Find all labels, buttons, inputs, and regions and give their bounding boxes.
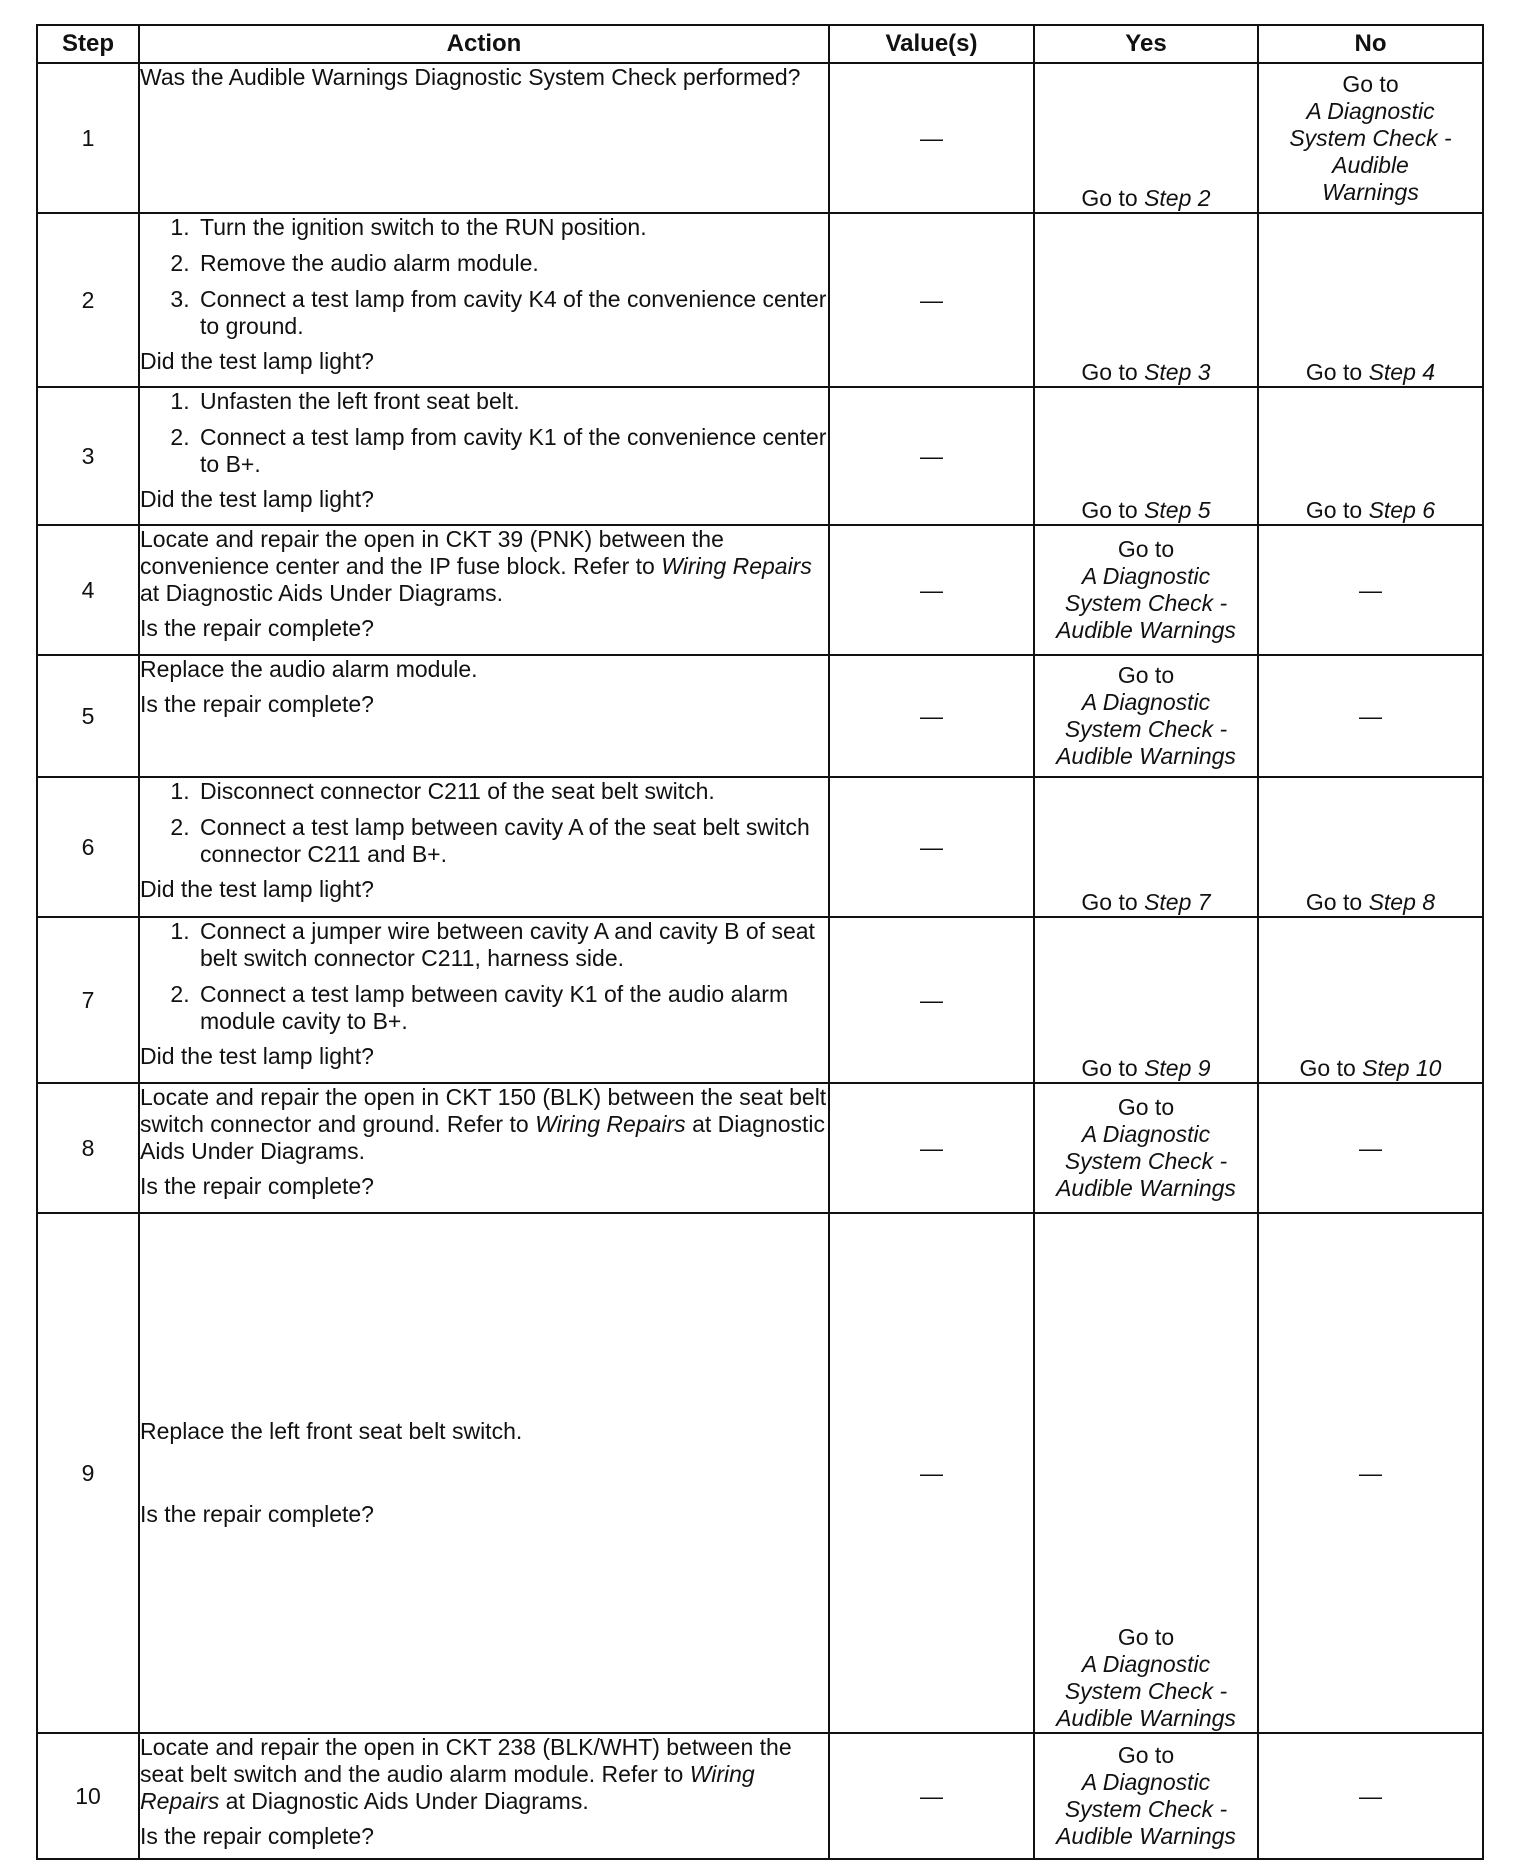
link-line: Audible Warnings	[1056, 1705, 1236, 1731]
step-number: 5	[37, 655, 139, 777]
diagnostic-link[interactable]	[1035, 689, 1257, 770]
step-link[interactable]: Step 8	[1368, 889, 1436, 915]
link-line: A Diagnostic	[1081, 1121, 1211, 1147]
step-number: 7	[37, 917, 139, 1083]
action-cell	[139, 917, 829, 1083]
yes-cell	[1034, 213, 1258, 387]
action-question: Is the repair complete?	[140, 1501, 374, 1527]
value-cell: —	[829, 63, 1034, 213]
yes-cell	[1034, 63, 1258, 213]
diagnostic-table	[36, 24, 1484, 1860]
action-text: Replace the audio alarm module.	[140, 656, 478, 682]
table-row	[37, 1213, 1483, 1733]
action-question: Is the repair complete?	[140, 1823, 374, 1849]
header-values: Value(s)	[829, 25, 1034, 63]
action-text: Was the Audible Warnings Diagnostic System Check performed?	[140, 64, 801, 90]
action-question: Did the test lamp light?	[140, 1043, 374, 1069]
value-cell: —	[829, 655, 1034, 777]
header-step: Step	[37, 25, 139, 63]
step-number: 8	[37, 1083, 139, 1213]
link-line: A Diagnostic	[1081, 1651, 1211, 1677]
table-row	[37, 387, 1483, 525]
step-link[interactable]: Step 10	[1362, 1055, 1442, 1081]
link-line: System Check -	[1289, 124, 1452, 151]
action-item: 2. Connect a test lamp from cavity K1 of the convenience center to B+.	[196, 424, 828, 478]
goto-text: Go to	[1081, 1055, 1138, 1081]
value-cell: —	[829, 1733, 1034, 1859]
link-line: A Diagnostic	[1306, 97, 1435, 124]
action-item: 3. Connect a test lamp from cavity K4 of the convenience center to ground.	[196, 286, 828, 340]
no-cell	[1258, 387, 1483, 525]
table-row	[37, 63, 1483, 213]
action-cell	[139, 387, 829, 525]
action-question: Is the repair complete?	[140, 1173, 374, 1199]
action-text	[140, 1734, 828, 1815]
table-row	[37, 777, 1483, 917]
action-text-pre: Locate and repair the open in CKT 238 (BLK/WHT) between the seat belt switch and the audio alarm module. Refer to	[140, 1734, 792, 1787]
header-no: No	[1258, 25, 1483, 63]
yes-cell	[1034, 1733, 1258, 1859]
goto-text: Go to	[1081, 359, 1138, 385]
step-number: 2	[37, 213, 139, 387]
action-text-post: at Diagnostic Aids Under Diagrams.	[140, 1111, 826, 1164]
no-cell: —	[1258, 655, 1483, 777]
header-yes: Yes	[1034, 25, 1258, 63]
diagnostic-link[interactable]	[1035, 563, 1257, 644]
action-question: Did the test lamp light?	[140, 486, 374, 512]
step-link[interactable]: Step 7	[1144, 889, 1211, 915]
action-item: 2. Connect a test lamp between cavity K1 of the audio alarm module cavity to B+.	[196, 981, 828, 1035]
step-link[interactable]: Step 3	[1144, 359, 1211, 385]
link-line: System Check -	[1064, 1796, 1228, 1822]
wiring-repairs-link[interactable]: Wiring Repairs	[535, 1111, 686, 1137]
no-cell	[1258, 63, 1483, 213]
action-steps	[140, 778, 828, 868]
link-line: System Check -	[1064, 1148, 1228, 1174]
action-text	[140, 1084, 828, 1165]
action-cell	[139, 525, 829, 655]
goto-text: Go to	[1305, 359, 1363, 385]
action-steps	[140, 388, 828, 478]
link-line: Warnings	[1322, 178, 1419, 205]
yes-cell	[1034, 1083, 1258, 1213]
value-cell: —	[829, 1213, 1034, 1733]
action-item: 1. Connect a jumper wire between cavity A and cavity B of seat belt switch connector C211, harness side.	[196, 918, 828, 972]
diagnostic-link[interactable]	[1035, 1121, 1257, 1202]
goto-text: Go to	[1117, 536, 1175, 562]
table-row	[37, 213, 1483, 387]
action-cell	[139, 213, 829, 387]
link-line: A Diagnostic	[1081, 563, 1211, 589]
no-cell	[1258, 917, 1483, 1083]
action-text-post: at Diagnostic Aids Under Diagrams.	[140, 580, 504, 606]
link-line: Audible Warnings	[1056, 1823, 1236, 1849]
wiring-repairs-link[interactable]: Wiring Repairs	[140, 1761, 755, 1814]
action-text-post: at Diagnostic Aids Under Diagrams.	[225, 1788, 589, 1814]
action-item: 1. Disconnect connector C211 of the seat belt switch.	[196, 778, 828, 805]
yes-cell	[1034, 1213, 1258, 1733]
action-steps	[140, 214, 828, 340]
action-cell	[139, 777, 829, 917]
link-line: System Check -	[1064, 590, 1228, 616]
action-question: Did the test lamp light?	[140, 876, 374, 902]
step-number: 1	[37, 63, 139, 213]
value-cell: —	[829, 777, 1034, 917]
action-cell	[139, 1083, 829, 1213]
action-question: Is the repair complete?	[140, 615, 374, 641]
step-link[interactable]: Step 6	[1368, 497, 1436, 523]
no-cell	[1258, 777, 1483, 917]
step-link[interactable]: Step 4	[1368, 359, 1436, 385]
yes-cell	[1034, 917, 1258, 1083]
yes-cell	[1034, 777, 1258, 917]
action-text-pre: Locate and repair the open in CKT 150 (BLK) between the seat belt switch connector and ground. Refer to	[140, 1084, 827, 1137]
action-cell	[139, 1213, 829, 1733]
value-cell: —	[829, 387, 1034, 525]
value-cell: —	[829, 525, 1034, 655]
no-cell: —	[1258, 1083, 1483, 1213]
no-cell: —	[1258, 1733, 1483, 1859]
goto-text: Go to	[1081, 497, 1138, 523]
action-question: Is the repair complete?	[140, 691, 374, 717]
step-number: 3	[37, 387, 139, 525]
link-line: Audible Warnings	[1056, 1175, 1236, 1201]
goto-text: Go to	[1117, 1094, 1175, 1120]
no-cell: —	[1258, 525, 1483, 655]
goto-text: Go to	[1081, 889, 1138, 915]
table-row	[37, 1083, 1483, 1213]
yes-cell	[1034, 387, 1258, 525]
header-row	[37, 25, 1483, 63]
link-line: Audible Warnings	[1056, 617, 1236, 643]
action-item: 2. Connect a test lamp between cavity A of the seat belt switch connector C211 and B+.	[196, 814, 828, 868]
goto-text: Go to	[1305, 889, 1363, 915]
diagnostic-link[interactable]	[1035, 1651, 1257, 1732]
step-number: 9	[37, 1213, 139, 1733]
action-cell	[139, 1733, 829, 1859]
yes-cell	[1034, 655, 1258, 777]
goto-text: Go to	[1117, 662, 1175, 688]
goto-text: Go to	[1117, 1624, 1175, 1650]
action-cell	[139, 63, 829, 213]
table-row	[37, 917, 1483, 1083]
yes-cell	[1034, 525, 1258, 655]
link-line: System Check -	[1064, 1678, 1228, 1704]
table-row	[37, 525, 1483, 655]
step-number: 6	[37, 777, 139, 917]
action-item: 1. Unfasten the left front seat belt.	[196, 388, 828, 415]
action-text	[140, 526, 828, 607]
table-row	[37, 1733, 1483, 1859]
action-cell	[139, 655, 829, 777]
step-link[interactable]: Step 5	[1144, 497, 1211, 523]
goto-text: Go to	[1342, 70, 1399, 97]
no-cell	[1258, 213, 1483, 387]
link-line: A Diagnostic	[1081, 689, 1211, 715]
value-cell: —	[829, 1083, 1034, 1213]
header-action: Action	[139, 25, 829, 63]
step-link[interactable]: Step 9	[1144, 1055, 1211, 1081]
goto-text: Go to	[1117, 1742, 1175, 1768]
action-text: Replace the left front seat belt switch.	[140, 1418, 523, 1444]
diagnostic-link[interactable]	[1035, 1769, 1257, 1850]
value-cell: —	[829, 917, 1034, 1083]
step-number: 10	[37, 1733, 139, 1859]
link-line: System Check -	[1064, 716, 1228, 742]
action-text-pre: Locate and repair the open in CKT 39 (PNK) between the convenience center and the IP fuse block. Refer to	[140, 526, 724, 579]
no-cell: —	[1258, 1213, 1483, 1733]
diagnostic-link[interactable]	[1259, 98, 1482, 206]
step-link[interactable]: Step 2	[1144, 185, 1211, 211]
action-item: 2. Remove the audio alarm module.	[196, 250, 828, 277]
link-line: Audible Warnings	[1056, 743, 1236, 769]
wiring-repairs-link[interactable]: Wiring Repairs	[661, 553, 812, 579]
action-steps	[140, 918, 828, 1035]
link-line: Audible	[1332, 151, 1409, 178]
table-row	[37, 655, 1483, 777]
link-line: A Diagnostic	[1081, 1769, 1211, 1795]
goto-text: Go to	[1299, 1055, 1356, 1081]
goto-text: Go to	[1305, 497, 1363, 523]
value-cell: —	[829, 213, 1034, 387]
action-item: 1. Turn the ignition switch to the RUN position.	[196, 214, 828, 241]
action-question: Did the test lamp light?	[140, 348, 374, 374]
step-number: 4	[37, 525, 139, 655]
goto-text: Go to	[1081, 185, 1138, 211]
